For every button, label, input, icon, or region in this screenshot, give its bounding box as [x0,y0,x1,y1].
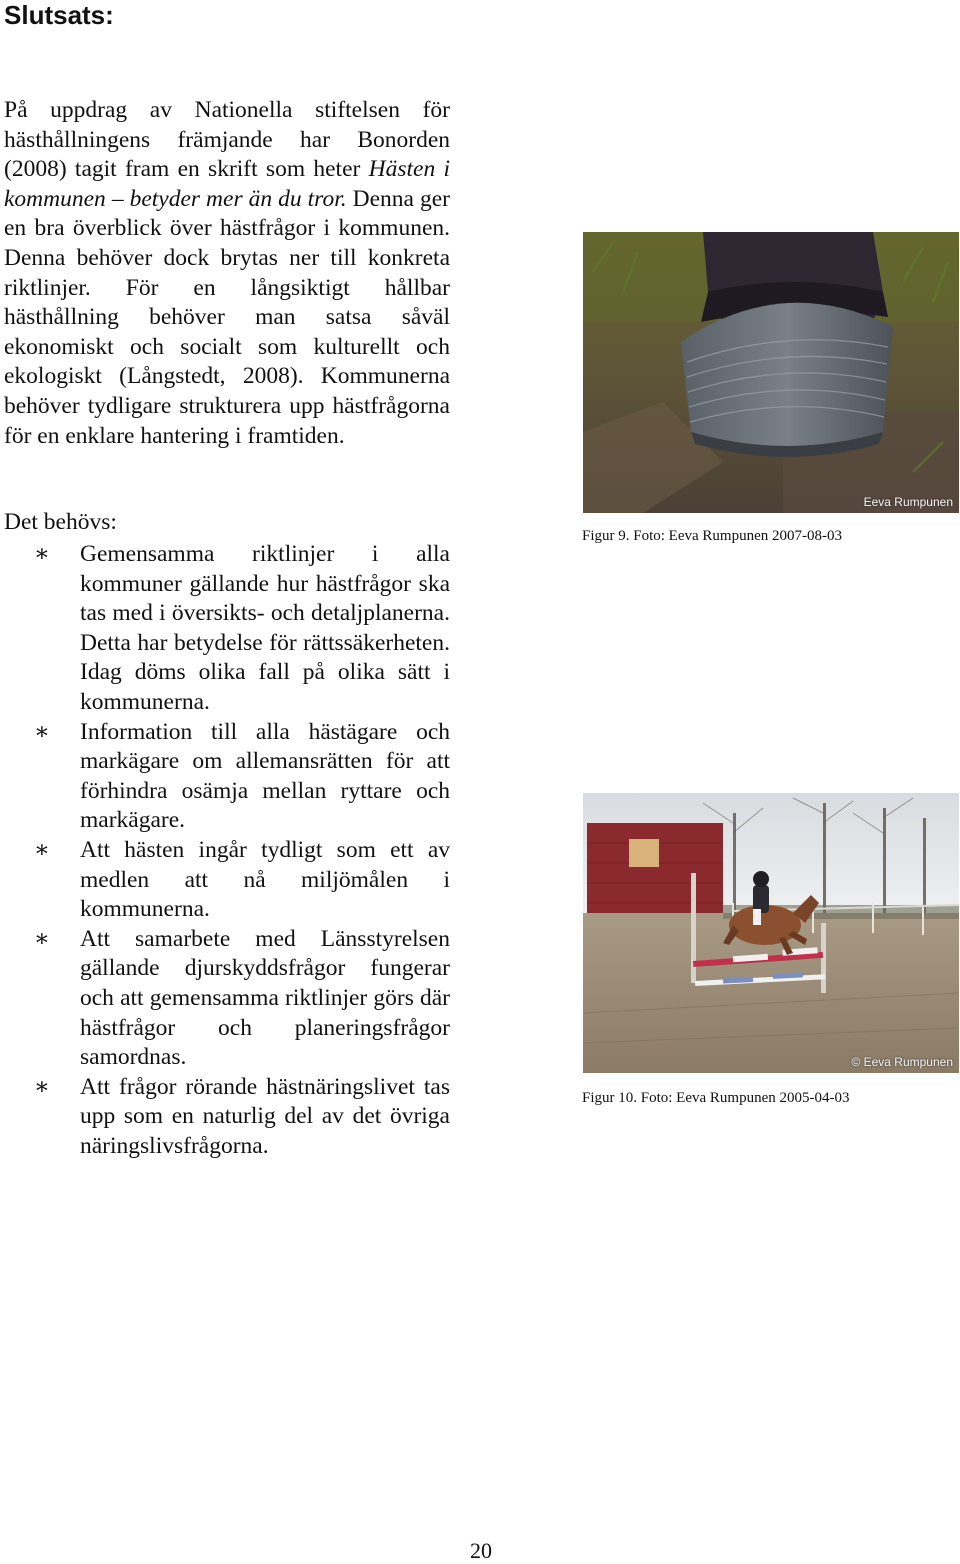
publication-title: Hästen i kommunen – betyder mer än du tror. [4,156,451,212]
list-item [4,718,450,836]
figure-caption: Figur 9. Foto: Eeva Rumpunen 2007-08-03 [582,528,842,544]
list-item-text: Att frågor rörande hästnäringslivet tas upp som en naturlig del av det övriga näringslivsfrågorna. [80,1073,450,1159]
list-item [4,540,450,718]
asterisk-bullet-icon: ∗ [34,541,50,567]
list-item-text: Gemensamma riktlinjer i alla kommuner gällande hur hästfrågor ska tas med i översikts- och detaljplanerna. Detta har betydelse för rättssäkerheten. Idag döms olika fall på olika sätt i kommunerna. [80,541,450,715]
page-heading: Slutsats: [4,0,114,30]
needs-label: Det behövs: [4,509,117,535]
list-item-text: Att hästen ingår tydligt som ett av medlen att nå miljömålen i kommunerna. [80,836,450,923]
asterisk-bullet-icon: ∗ [34,718,50,745]
list-item [4,925,450,1073]
intro-text-end: Denna ger en bra överblick över hästfrågor i kommunen. Denna behöver dock brytas ner till konkreta riktlinjer. För en långsiktigt hållbar hästhållning behöver man satsa såväl ekonomiskt och socialt som kulturellt och ekologiskt (Långstedt, 2008). Kommunerna behöver tydligare strukturera upp hästfrågorna för en enklare hantering i framtiden. [4,185,450,449]
intro-text-start: På uppdrag av Nationella stiftelsen för hästhållningens främjande har Bonorden (2008) tagit fram en skrift som heter [4,97,450,183]
list-item [4,1073,450,1162]
page-number: 20 [470,1538,492,1563]
figure-caption: Figur 10. Foto: Eeva Rumpunen 2005-04-03 [582,1090,850,1106]
photo-watermark: Eeva Rumpunen [863,495,953,509]
intro-paragraph [4,96,450,451]
hoof-photo-image [583,232,959,513]
photo-watermark: © Eeva Rumpunen [851,1055,953,1069]
list-item-text: Att samarbete med Länsstyrelsen gällande djurskyddsfrågor fungerar och att gemensamma riktlinjer görs där hästfrågor och planeringsfrågor samordnas. [80,925,450,1071]
hoof-photo [583,232,959,513]
list-item-text: Information till alla hästägare och markägare om allemansrätten för att förhindra osämja mellan ryttare och markägare. [80,718,450,834]
asterisk-bullet-icon: ∗ [34,925,50,952]
needs-list [4,540,450,1161]
list-item [4,836,450,925]
asterisk-bullet-icon: ∗ [34,1073,50,1100]
asterisk-bullet-icon: ∗ [34,836,50,863]
show-jumping-photo [583,793,959,1073]
show-jumping-photo-image [583,793,959,1073]
